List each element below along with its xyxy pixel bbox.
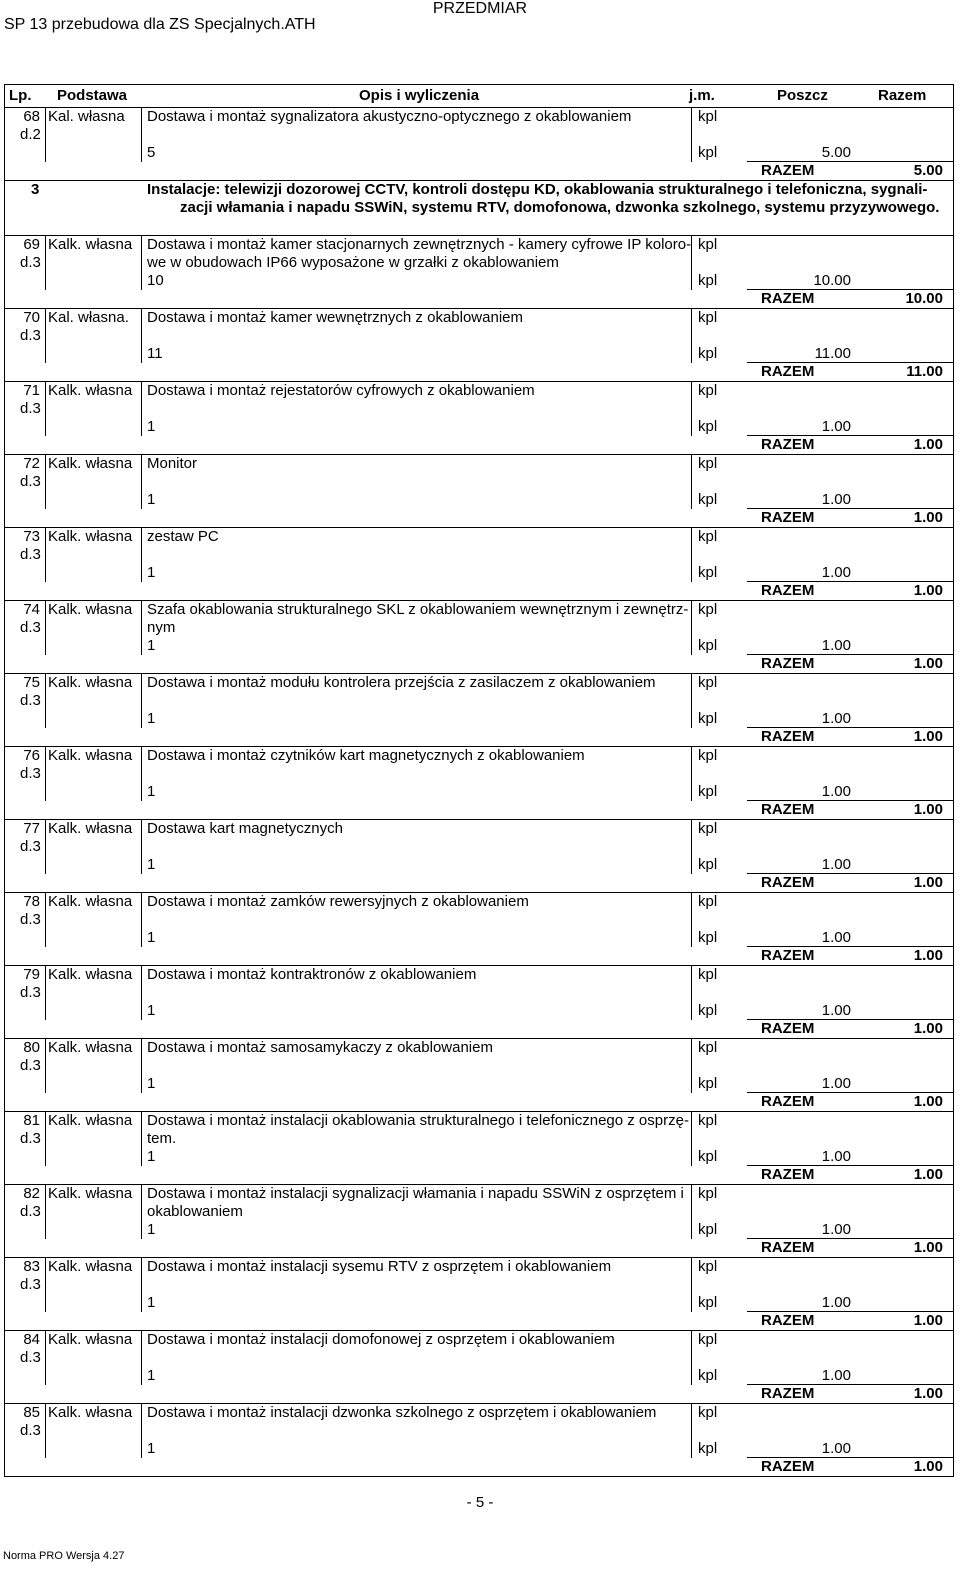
item-number: 81	[23, 1112, 40, 1129]
item-basis: Kalk. własna	[48, 820, 133, 837]
calc-poszcz: 5.00	[821, 144, 851, 161]
calc-quantity: 1	[147, 1148, 156, 1165]
item-number: 68	[23, 108, 40, 125]
column-divider	[45, 674, 46, 728]
razem-label: RAZEM	[761, 728, 815, 745]
table-row	[5, 1185, 953, 1258]
razem-value: 1.00	[913, 1385, 943, 1402]
item-basis-code: d.3	[20, 1349, 41, 1366]
table-row	[5, 820, 953, 893]
item-basis-code: d.3	[20, 619, 41, 636]
column-divider	[45, 966, 46, 1020]
razem-value: 1.00	[913, 801, 943, 818]
item-unit: kpl	[698, 1185, 718, 1202]
item-description-cont: we w obudowach IP66 wyposażone w grzałki z okablowaniem	[147, 254, 559, 271]
item-description: Dostawa i montaż kontraktronów z okablowaniem	[147, 966, 477, 983]
item-unit: kpl	[698, 236, 718, 253]
item-unit: kpl	[698, 674, 718, 691]
item-basis: Kalk. własna	[48, 528, 133, 545]
col-podstawa: Podstawa	[57, 87, 128, 104]
column-divider	[45, 455, 46, 509]
column-divider	[45, 309, 46, 363]
calc-unit: kpl	[698, 856, 718, 873]
col-poszcz: Poszcz	[777, 87, 828, 104]
column-divider	[45, 1404, 46, 1458]
calc-unit: kpl	[698, 929, 718, 946]
item-number: 82	[23, 1185, 40, 1202]
table-row	[5, 236, 953, 309]
item-description: Dostawa i montaż zamków rewersyjnych z okablowaniem	[147, 893, 529, 910]
item-unit: kpl	[698, 601, 718, 618]
calc-quantity: 1	[147, 1294, 156, 1311]
item-basis-code: d.3	[20, 911, 41, 928]
item-description: Dostawa i montaż kamer wewnętrznych z okablowaniem	[147, 309, 523, 326]
item-number: 85	[23, 1404, 40, 1421]
table-row	[5, 382, 953, 455]
item-description: Monitor	[147, 455, 198, 472]
calc-quantity: 1	[147, 783, 156, 800]
table-row	[5, 674, 953, 747]
item-basis: Kalk. własna	[48, 601, 133, 618]
item-description-cont: nym	[147, 619, 176, 636]
section-number: 3	[31, 181, 40, 198]
item-basis-code: d.3	[20, 400, 41, 417]
item-description: Dostawa i montaż instalacji sygnalizacji włamania i napadu SSWiN z osprzętem i	[147, 1185, 684, 1202]
column-divider	[141, 747, 142, 801]
razem-label: RAZEM	[761, 874, 815, 891]
item-unit: kpl	[698, 747, 718, 764]
column-divider	[691, 893, 692, 947]
item-description: Dostawa i montaż modułu kontrolera przejścia z zasilaczem z okablowaniem	[147, 674, 656, 691]
item-basis-code: d.3	[20, 1203, 41, 1220]
razem-value: 1.00	[913, 1166, 943, 1183]
item-basis-code: d.3	[20, 546, 41, 563]
column-divider	[691, 1258, 692, 1312]
column-divider	[691, 455, 692, 509]
razem-value: 1.00	[913, 1312, 943, 1329]
razem-value: 1.00	[913, 874, 943, 891]
item-description: Dostawa i montaż kamer stacjonarnych zewnętrznych - kamery cyfrowe IP koloro-	[147, 236, 692, 253]
item-number: 83	[23, 1258, 40, 1275]
column-divider	[691, 747, 692, 801]
item-basis-code: d.3	[20, 327, 41, 344]
column-divider	[691, 1331, 692, 1385]
item-unit: kpl	[698, 1112, 718, 1129]
column-divider	[691, 382, 692, 436]
calc-poszcz: 1.00	[821, 1002, 851, 1019]
col-opis: Opis i wyliczenia	[359, 87, 480, 104]
column-divider	[141, 1039, 142, 1093]
table-row	[5, 893, 953, 966]
calc-unit: kpl	[698, 418, 718, 435]
item-description: Dostawa i montaż instalacji sysemu RTV z osprzętem i okablowaniem	[147, 1258, 612, 1275]
item-basis: Kalk. własna	[48, 1404, 133, 1421]
column-divider	[141, 236, 142, 290]
calc-unit: kpl	[698, 1221, 718, 1238]
item-basis-code: d.3	[20, 984, 41, 1001]
column-divider	[45, 382, 46, 436]
calc-poszcz: 1.00	[821, 1367, 851, 1384]
item-unit: kpl	[698, 1258, 718, 1275]
razem-label: RAZEM	[761, 363, 815, 380]
col-lp: Lp.	[9, 87, 32, 104]
table-row	[5, 747, 953, 820]
item-basis-code: d.3	[20, 1276, 41, 1293]
column-divider	[45, 893, 46, 947]
calc-poszcz: 11.00	[814, 345, 851, 362]
item-number: 70	[23, 309, 40, 326]
column-divider	[45, 820, 46, 874]
column-divider	[691, 108, 692, 162]
calc-quantity: 1	[147, 929, 156, 946]
item-basis-code: d.3	[20, 1130, 41, 1147]
calc-quantity: 11	[147, 345, 163, 362]
calc-unit: kpl	[698, 1075, 718, 1092]
item-basis: Kalk. własna	[48, 1112, 133, 1129]
item-basis: Kalk. własna	[48, 1039, 133, 1056]
column-divider	[141, 309, 142, 363]
item-description: Dostawa i montaż czytników kart magnetycznych z okablowaniem	[147, 747, 585, 764]
item-number: 71	[23, 382, 40, 399]
calc-unit: kpl	[698, 345, 718, 362]
column-divider	[45, 601, 46, 655]
calc-unit: kpl	[698, 1002, 718, 1019]
item-unit: kpl	[698, 966, 718, 983]
section-row	[5, 181, 953, 236]
razem-value: 1.00	[913, 1020, 943, 1037]
table-header	[5, 85, 953, 108]
calc-poszcz: 1.00	[821, 1440, 851, 1457]
column-divider	[141, 382, 142, 436]
item-description: Dostawa i montaż instalacji domofonowej z osprzętem i okablowaniem	[147, 1331, 615, 1348]
razem-value: 1.00	[913, 1093, 943, 1110]
column-divider	[45, 108, 46, 162]
document-title: SP 13 przebudowa dla ZS Specjalnych.ATH	[4, 16, 316, 33]
item-description: Dostawa kart magnetycznych	[147, 820, 343, 837]
column-divider	[141, 528, 142, 582]
item-basis: Kalk. własna	[48, 382, 133, 399]
razem-value: 1.00	[913, 509, 943, 526]
razem-value: 1.00	[913, 582, 943, 599]
item-unit: kpl	[698, 1404, 718, 1421]
section-title-line2: zacji włamania i napadu SSWiN, systemu RTV, domofonowa, dzwonka szkolnego, systemu przyzywowego.	[180, 199, 940, 216]
razem-value: 5.00	[913, 162, 943, 179]
item-basis-code: d.3	[20, 473, 41, 490]
item-unit: kpl	[698, 528, 718, 545]
przedmiar-table	[4, 84, 954, 1477]
razem-label: RAZEM	[761, 801, 815, 818]
item-description-cont: okablowaniem	[147, 1203, 243, 1220]
razem-value: 1.00	[913, 1458, 943, 1475]
item-number: 73	[23, 528, 40, 545]
item-basis-code: d.3	[20, 692, 41, 709]
calc-poszcz: 1.00	[821, 637, 851, 654]
razem-label: RAZEM	[761, 436, 815, 453]
table-row	[5, 1404, 953, 1477]
razem-label: RAZEM	[761, 1239, 815, 1256]
column-divider	[141, 1331, 142, 1385]
item-basis-code: d.2	[20, 126, 41, 143]
calc-poszcz: 1.00	[821, 491, 851, 508]
column-divider	[141, 966, 142, 1020]
calc-quantity: 1	[147, 418, 156, 435]
table-row	[5, 528, 953, 601]
razem-value: 1.00	[913, 947, 943, 964]
item-description: Dostawa i montaż sygnalizatora akustyczno-optycznego z okablowaniem	[147, 108, 632, 125]
column-divider	[141, 820, 142, 874]
column-divider	[45, 1258, 46, 1312]
item-unit: kpl	[698, 1039, 718, 1056]
item-description: Dostawa i montaż instalacji okablowania strukturalnego i telefonicznego z osprzę-	[147, 1112, 689, 1129]
table-row	[5, 309, 953, 382]
razem-value: 1.00	[913, 436, 943, 453]
column-divider	[45, 1331, 46, 1385]
razem-label: RAZEM	[761, 1093, 815, 1110]
calc-quantity: 1	[147, 1221, 156, 1238]
calc-unit: kpl	[698, 783, 718, 800]
calc-quantity: 1	[147, 856, 156, 873]
item-description: Dostawa i montaż rejestatorów cyfrowych z okablowaniem	[147, 382, 535, 399]
item-description: zestaw PC	[147, 528, 219, 545]
column-divider	[691, 1404, 692, 1458]
item-number: 80	[23, 1039, 40, 1056]
col-jm: j.m.	[689, 87, 715, 104]
software-version: Norma PRO Wersja 4.27	[3, 1550, 125, 1562]
table-row	[5, 455, 953, 528]
razem-value: 1.00	[913, 655, 943, 672]
column-divider	[141, 1404, 142, 1458]
calc-unit: kpl	[698, 491, 718, 508]
calc-unit: kpl	[698, 272, 718, 289]
item-basis: Kalk. własna	[48, 747, 133, 764]
calc-quantity: 1	[147, 1002, 156, 1019]
item-number: 78	[23, 893, 40, 910]
column-divider	[45, 747, 46, 801]
column-divider	[45, 236, 46, 290]
item-basis: Kalk. własna	[48, 236, 133, 253]
column-divider	[691, 309, 692, 363]
item-unit: kpl	[698, 108, 718, 125]
item-number: 76	[23, 747, 40, 764]
calc-quantity: 10	[147, 272, 164, 289]
calc-poszcz: 10.00	[813, 272, 851, 289]
column-divider	[691, 236, 692, 290]
razem-label: RAZEM	[761, 1020, 815, 1037]
table-row	[5, 108, 953, 181]
item-description-cont: tem.	[147, 1130, 177, 1147]
item-basis: Kalk. własna	[48, 1185, 133, 1202]
razem-value: 11.00	[906, 363, 943, 380]
item-description: Szafa okablowania strukturalnego SKL z okablowaniem wewnętrznym i zewnętrz-	[147, 601, 689, 618]
item-basis: Kalk. własna	[48, 966, 133, 983]
razem-label: RAZEM	[761, 1312, 815, 1329]
document-type: PRZEDMIAR	[432, 0, 528, 17]
column-divider	[141, 893, 142, 947]
item-basis-code: d.3	[20, 1057, 41, 1074]
table-row	[5, 1258, 953, 1331]
calc-unit: kpl	[698, 710, 718, 727]
calc-quantity: 1	[147, 491, 156, 508]
column-divider	[691, 1185, 692, 1239]
item-basis-code: d.3	[20, 254, 41, 271]
table-row	[5, 601, 953, 674]
item-number: 79	[23, 966, 40, 983]
item-number: 84	[23, 1331, 40, 1348]
calc-unit: kpl	[698, 1148, 718, 1165]
section-title-line1: Instalacje: telewizji dozorowej CCTV, kontroli dostępu KD, okablowania strukturalnego i telefoniczna, sygnali-	[147, 181, 928, 198]
item-unit: kpl	[698, 382, 718, 399]
column-divider	[691, 966, 692, 1020]
calc-poszcz: 1.00	[821, 856, 851, 873]
item-number: 74	[23, 601, 40, 618]
column-divider	[141, 108, 142, 162]
column-divider	[691, 674, 692, 728]
razem-label: RAZEM	[761, 290, 815, 307]
table-row	[5, 1112, 953, 1185]
item-number: 69	[23, 236, 40, 253]
table-row	[5, 1039, 953, 1112]
razem-label: RAZEM	[761, 655, 815, 672]
column-divider	[141, 1112, 142, 1166]
item-basis: Kalk. własna	[48, 455, 133, 472]
item-unit: kpl	[698, 820, 718, 837]
column-divider	[141, 455, 142, 509]
razem-label: RAZEM	[761, 162, 815, 179]
item-basis-code: d.3	[20, 765, 41, 782]
column-divider	[45, 1185, 46, 1239]
calc-quantity: 1	[147, 1440, 156, 1457]
item-basis: Kal. własna	[48, 108, 125, 125]
item-description: Dostawa i montaż samosamykaczy z okablowaniem	[147, 1039, 493, 1056]
item-unit: kpl	[698, 455, 718, 472]
calc-poszcz: 1.00	[821, 1221, 851, 1238]
calc-poszcz: 1.00	[821, 710, 851, 727]
calc-poszcz: 1.00	[821, 929, 851, 946]
razem-value: 10.00	[905, 290, 943, 307]
item-basis: Kalk. własna	[48, 893, 133, 910]
calc-unit: kpl	[698, 1440, 718, 1457]
column-divider	[45, 528, 46, 582]
column-divider	[141, 601, 142, 655]
razem-label: RAZEM	[761, 1166, 815, 1183]
calc-poszcz: 1.00	[821, 1148, 851, 1165]
razem-label: RAZEM	[761, 582, 815, 599]
table-row	[5, 1331, 953, 1404]
table-row	[5, 966, 953, 1039]
calc-unit: kpl	[698, 144, 718, 161]
column-divider	[691, 601, 692, 655]
razem-label: RAZEM	[761, 1385, 815, 1402]
col-razem: Razem	[878, 87, 927, 104]
item-number: 75	[23, 674, 40, 691]
item-basis-code: d.3	[20, 838, 41, 855]
page-number: - 5 -	[466, 1494, 494, 1511]
item-number: 77	[23, 820, 40, 837]
column-divider	[691, 1039, 692, 1093]
column-divider	[691, 1112, 692, 1166]
item-unit: kpl	[698, 309, 718, 326]
column-divider	[141, 674, 142, 728]
calc-poszcz: 1.00	[821, 783, 851, 800]
item-basis: Kal. własna.	[48, 309, 129, 326]
razem-label: RAZEM	[761, 947, 815, 964]
column-divider	[141, 1258, 142, 1312]
calc-quantity: 1	[147, 637, 156, 654]
razem-value: 1.00	[913, 728, 943, 745]
calc-unit: kpl	[698, 1367, 718, 1384]
calc-quantity: 1	[147, 564, 156, 581]
column-divider	[45, 1112, 46, 1166]
item-basis: Kalk. własna	[48, 1331, 133, 1348]
column-divider	[141, 1185, 142, 1239]
calc-quantity: 5	[147, 144, 156, 161]
column-divider	[691, 820, 692, 874]
calc-unit: kpl	[698, 637, 718, 654]
razem-label: RAZEM	[761, 509, 815, 526]
item-unit: kpl	[698, 893, 718, 910]
calc-quantity: 1	[147, 1075, 156, 1092]
razem-value: 1.00	[913, 1239, 943, 1256]
calc-quantity: 1	[147, 710, 156, 727]
calc-poszcz: 1.00	[821, 564, 851, 581]
column-divider	[691, 528, 692, 582]
calc-unit: kpl	[698, 564, 718, 581]
item-description: Dostawa i montaż instalacji dzwonka szkolnego z osprzętem i okablowaniem	[147, 1404, 657, 1421]
calc-poszcz: 1.00	[821, 1294, 851, 1311]
razem-label: RAZEM	[761, 1458, 815, 1475]
calc-poszcz: 1.00	[821, 418, 851, 435]
item-basis: Kalk. własna	[48, 674, 133, 691]
column-divider	[45, 1039, 46, 1093]
calc-quantity: 1	[147, 1367, 156, 1384]
item-basis: Kalk. własna	[48, 1258, 133, 1275]
calc-unit: kpl	[698, 1294, 718, 1311]
item-number: 72	[23, 455, 40, 472]
calc-poszcz: 1.00	[821, 1075, 851, 1092]
item-unit: kpl	[698, 1331, 718, 1348]
item-basis-code: d.3	[20, 1422, 41, 1439]
